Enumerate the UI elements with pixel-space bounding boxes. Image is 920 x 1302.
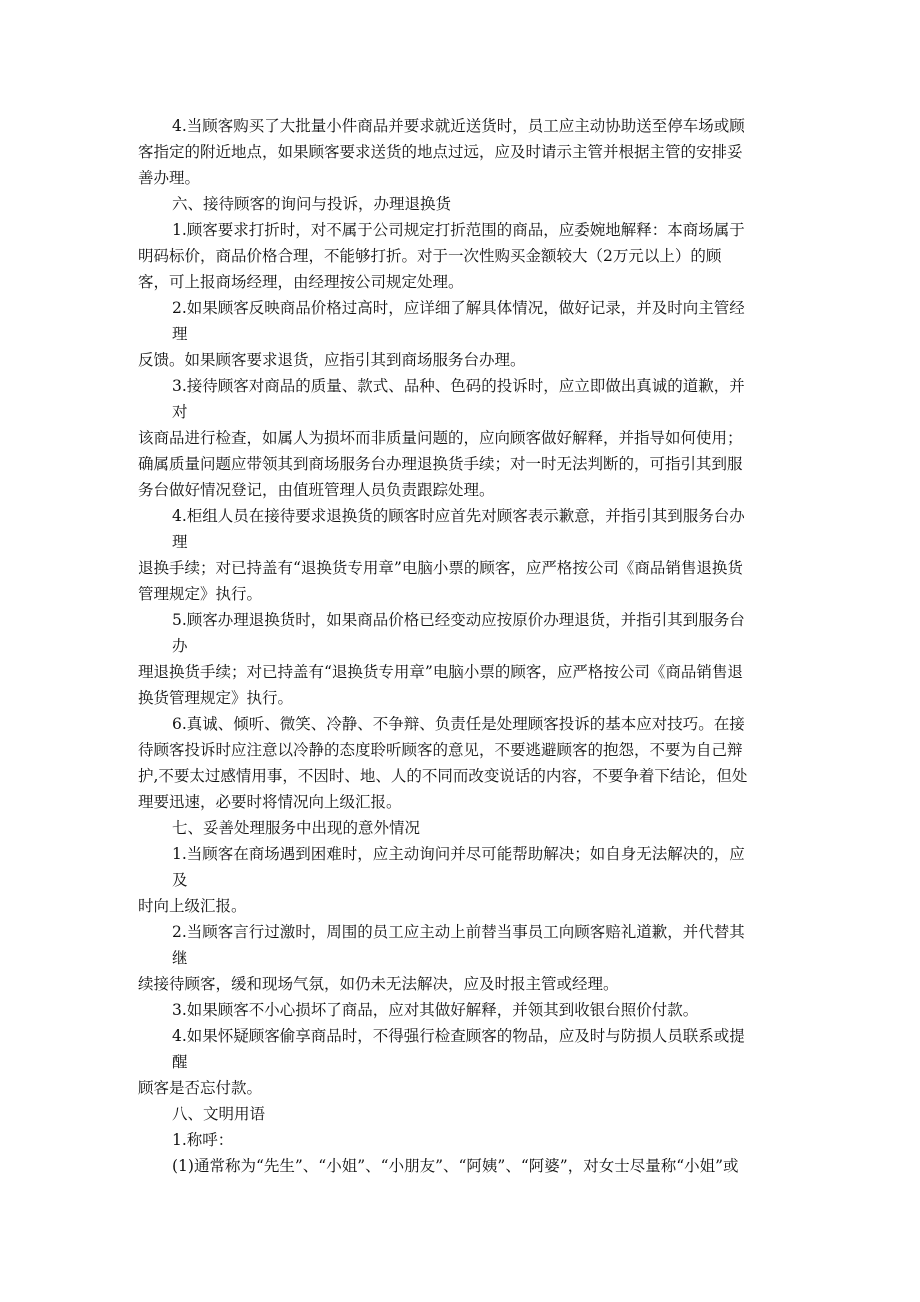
section-heading: 六、接待顾客的询问与投诉，办理退换货	[172, 195, 452, 213]
text-line: 理退换货手续；对已持盖有“退换货专用章”电脑小票的顾客，应严格按公司《商品销售退	[138, 663, 743, 681]
text-line: 4.如果怀疑顾客偷享商品时，不得强行检查顾客的物品，应及时与防损人员联系或提	[172, 1027, 745, 1045]
text-line: 2.当顾客言行过激时，周围的员工应主动上前替当事员工向顾客赔礼道歉，并代替其	[172, 923, 745, 941]
text-line: 待顾客投诉时应注意以冷静的态度聆听顾客的意见，不要逃避顾客的抱怨，不要为自己辩	[138, 741, 743, 759]
text-line: 4.当顾客购买了大批量小件商品并要求就近送货时，员工应主动协助送至停车场或顾	[172, 117, 745, 135]
text-line: 办	[172, 637, 188, 655]
text-line: 理	[172, 325, 188, 343]
text-line: 理要迅速，必要时将情况向上级汇报。	[138, 793, 402, 811]
text-line: 醒	[172, 1053, 188, 1071]
text-line: (1)通常称为“先生”、“小姐”、“小朋友”、“阿姨”、“阿婆”，对女士尽量称“小姐”或	[172, 1157, 739, 1175]
paragraph	[138, 919, 786, 997]
text-line: 3.如果顾客不小心损坏了商品，应对其做好解释，并领其到收银台照价付款。	[172, 1001, 699, 1019]
text-line: 该商品进行检查，如属人为损坏而非质量问题的，应向顾客做好解释，并指导如何使用；	[138, 429, 743, 447]
text-line: 1.称呼：	[172, 1131, 234, 1149]
text-line: 对	[172, 403, 188, 421]
text-line: 明码标价，商品价格合理，不能够打折。对于一次性购买金额较大（2万元以上）的顾	[138, 247, 722, 265]
section-heading: 八、文明用语	[172, 1105, 266, 1123]
text-line: 继	[172, 949, 188, 967]
text-line: 确属质量问题应带领其到商场服务台办理退换货手续；对一时无法判断的，可指引其到服	[138, 455, 743, 473]
text-line: 理	[172, 533, 188, 551]
text-line: 4.柜组人员在接待要求退换货的顾客时应首先对顾客表示歉意，并指引其到服务台办	[172, 507, 745, 525]
section-heading: 七、妥善处理服务中出现的意外情况	[172, 819, 421, 837]
text-line: 客指定的附近地点，如果顾客要求送货的地点过远，应及时请示主管并根据主管的安排妥	[138, 143, 743, 161]
text-line: 6.真诚、倾听、微笑、冷静、不争辩、负责任是处理顾客投诉的基本应对技巧。在接	[172, 715, 745, 733]
text-line: 2.如果顾客反映商品价格过高时，应详细了解具体情况，做好记录，并及时向主管经	[172, 299, 745, 317]
text-line: 3.接待顾客对商品的质量、款式、品种、色码的投诉时，应立即做出真诚的道歉，并	[172, 377, 745, 395]
text-line: 1.当顾客在商场遇到困难时，应主动询问并尽可能帮助解决；如自身无法解决的，应	[172, 845, 745, 863]
text-line: 务台做好情况登记，由值班管理人员负责跟踪处理。	[138, 481, 495, 499]
text-line: 反馈。如果顾客要求退货，应指引其到商场服务台办理。	[138, 351, 526, 369]
paragraph	[138, 1127, 786, 1153]
paragraph	[138, 711, 786, 815]
text-line: 管理规定》执行。	[138, 585, 263, 603]
text-line: 客，可上报商场经理，由经理按公司规定处理。	[138, 273, 464, 291]
text-line: 善办理。	[138, 169, 201, 187]
paragraph	[138, 1153, 786, 1179]
paragraph	[138, 113, 786, 191]
text-line: 续接待顾客，缓和现场气氛，如仍未无法解决，应及时报主管或经理。	[138, 975, 619, 993]
paragraph	[138, 841, 786, 919]
paragraph	[138, 373, 786, 503]
text-line: 换货管理规定》执行。	[138, 689, 294, 707]
text-line: 时向上级汇报。	[138, 897, 247, 915]
text-line: 5.顾客办理退换货时，如果商品价格已经变动应按原价办理退货，并指引其到服务台	[172, 611, 745, 629]
text-line: 顾客是否忘付款。	[138, 1079, 263, 1097]
text-line: 1.顾客要求打折时，对不属于公司规定打折范围的商品，应委婉地解释：本商场属于	[172, 221, 745, 239]
text-line: 退换手续；对已持盖有“退换货专用章”电脑小票的顾客，应严格按公司《商品销售退换货	[138, 559, 743, 577]
paragraph	[138, 997, 786, 1023]
paragraph	[138, 1023, 786, 1101]
paragraph	[138, 607, 786, 711]
paragraph	[138, 503, 786, 607]
text-line: 及	[172, 871, 188, 889]
text-line: 护,不要太过感情用事，不因时、地、人的不同而改变说话的内容，不要争着下结论，但处	[138, 767, 748, 785]
paragraph	[138, 295, 786, 373]
paragraph	[138, 217, 786, 295]
